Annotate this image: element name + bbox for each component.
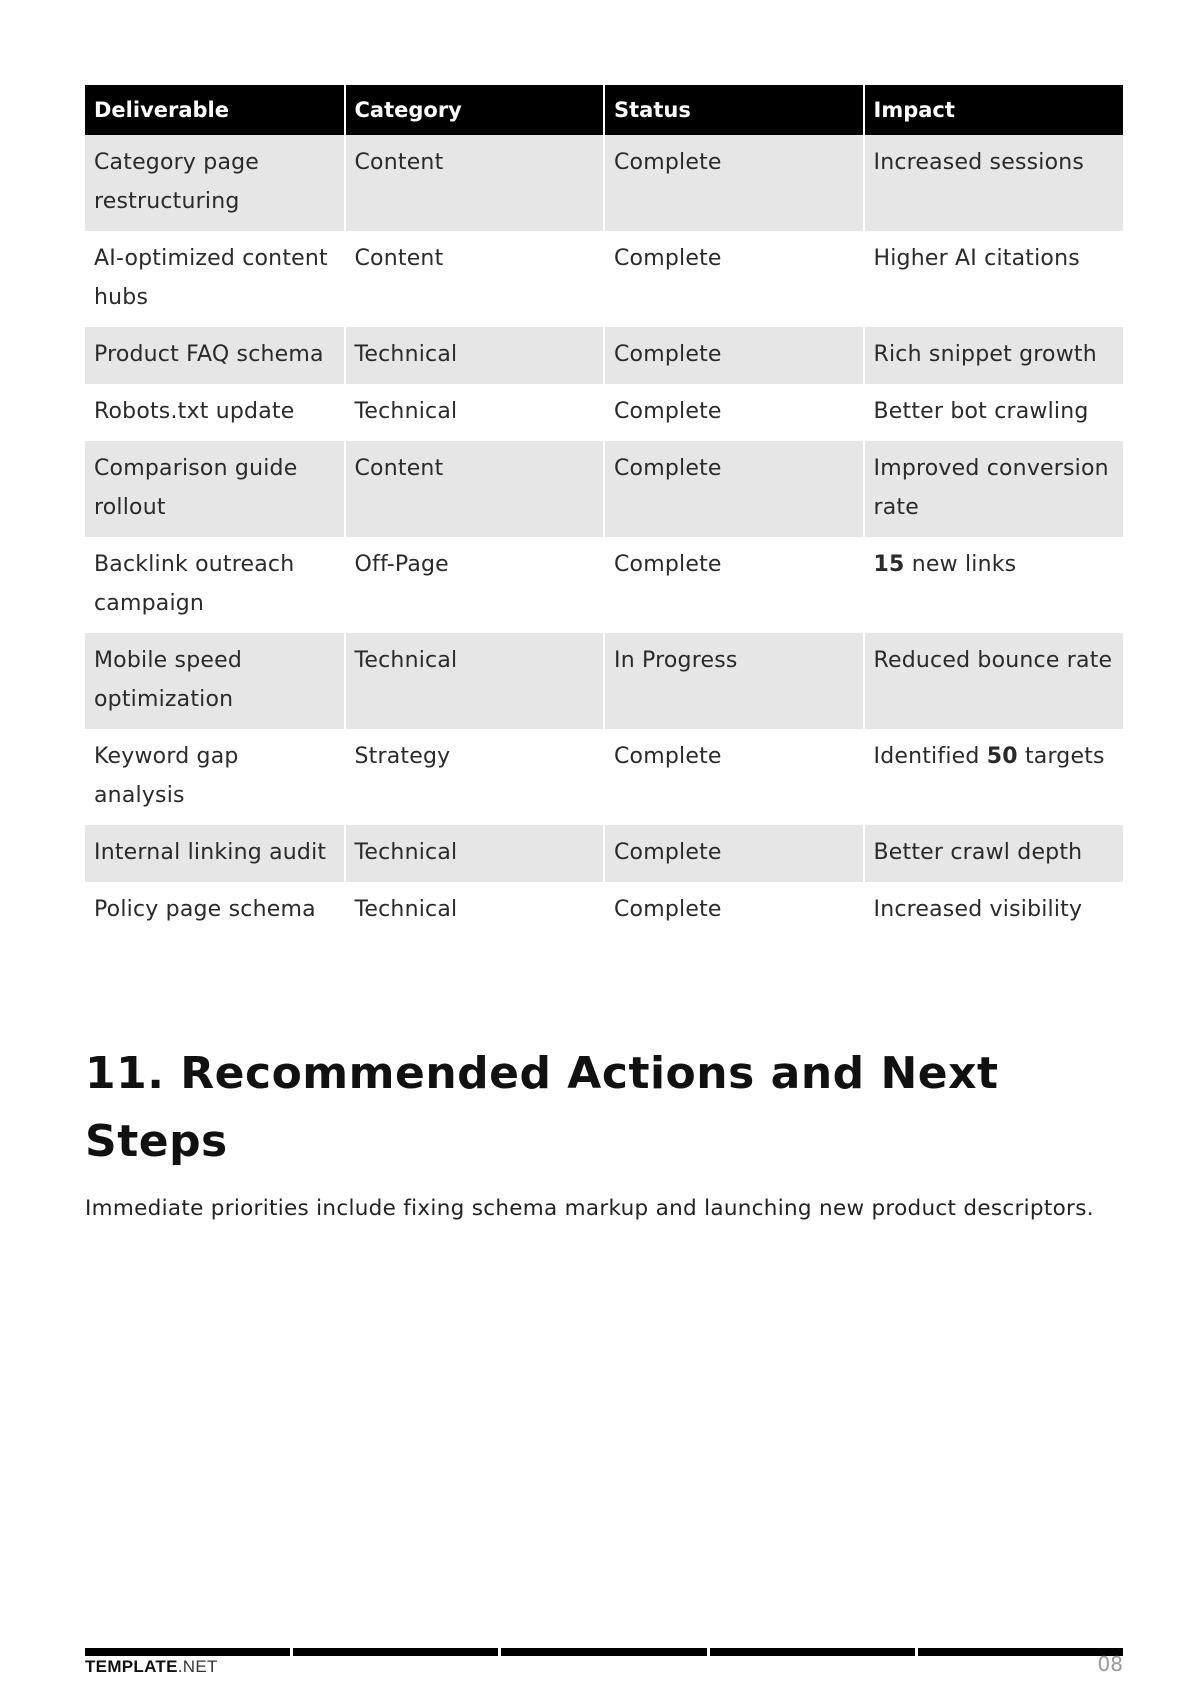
table-header [85, 85, 1123, 135]
cell-category: Technical [345, 327, 605, 384]
footer-divider-segment [85, 1648, 290, 1656]
page-number: 08 [1097, 1652, 1123, 1676]
cell-category: Off-Page [345, 537, 605, 633]
cell-category: Content [345, 231, 605, 327]
table-row [85, 633, 1123, 729]
footer-divider-segment [710, 1648, 915, 1656]
cell-impact: Higher AI citations [864, 231, 1124, 327]
footer-divider [85, 1648, 1123, 1656]
cell-impact: Better bot crawling [864, 384, 1124, 441]
brand-logo [85, 1657, 218, 1677]
cell-status: Complete [604, 825, 864, 882]
cell-deliverable: Comparison guide rollout [85, 441, 345, 537]
column-header-impact: Impact [864, 85, 1124, 135]
cell-category: Strategy [345, 729, 605, 825]
table-row [85, 882, 1123, 939]
brand-logo-light: .NET [177, 1657, 218, 1676]
cell-status: Complete [604, 327, 864, 384]
cell-status: Complete [604, 729, 864, 825]
cell-status: Complete [604, 882, 864, 939]
table-header-row [85, 85, 1123, 135]
brand-logo-bold: TEMPLATE [85, 1657, 178, 1676]
table-row [85, 384, 1123, 441]
cell-category: Technical [345, 825, 605, 882]
impact-number: 15 [873, 552, 905, 577]
footer-divider-segment [293, 1648, 498, 1656]
cell-impact: Better crawl depth [864, 825, 1124, 882]
cell-impact: Identified 50 targets [864, 729, 1124, 825]
cell-category: Technical [345, 633, 605, 729]
deliverables-table-container [85, 85, 1123, 939]
section-heading: 11. Recommended Actions and Next Steps [85, 1048, 999, 1167]
table-row [85, 231, 1123, 327]
cell-deliverable: Category page restructuring [85, 135, 345, 231]
cell-status: Complete [604, 135, 864, 231]
cell-deliverable: Robots.txt update [85, 384, 345, 441]
cell-impact: 15 new links [864, 537, 1124, 633]
table-body [85, 135, 1123, 939]
column-header-status: Status [604, 85, 864, 135]
cell-category: Content [345, 135, 605, 231]
cell-deliverable: Product FAQ schema [85, 327, 345, 384]
cell-status: Complete [604, 537, 864, 633]
cell-impact: Rich snippet growth [864, 327, 1124, 384]
cell-category: Technical [345, 882, 605, 939]
table-row [85, 441, 1123, 537]
deliverables-table [85, 85, 1123, 939]
cell-impact: Improved conversion rate [864, 441, 1124, 537]
cell-deliverable: Internal linking audit [85, 825, 345, 882]
column-header-category: Category [345, 85, 605, 135]
cell-deliverable: Mobile speed optimization [85, 633, 345, 729]
footer-divider-segment [918, 1648, 1123, 1656]
cell-deliverable: Keyword gap analysis [85, 729, 345, 825]
table-row [85, 729, 1123, 825]
cell-status: Complete [604, 231, 864, 327]
cell-impact: Increased sessions [864, 135, 1124, 231]
cell-impact: Reduced bounce rate [864, 633, 1124, 729]
table-row [85, 825, 1123, 882]
cell-status: In Progress [604, 633, 864, 729]
table-row [85, 537, 1123, 633]
cell-deliverable: AI-optimized content hubs [85, 231, 345, 327]
cell-status: Complete [604, 384, 864, 441]
cell-status: Complete [604, 441, 864, 537]
cell-impact: Increased visibility [864, 882, 1124, 939]
table-row [85, 327, 1123, 384]
cell-deliverable: Backlink outreach campaign [85, 537, 345, 633]
cell-category: Content [345, 441, 605, 537]
table-row [85, 135, 1123, 231]
footer-divider-segment [501, 1648, 706, 1656]
impact-number: 50 [986, 744, 1018, 769]
column-header-deliverable: Deliverable [85, 85, 345, 135]
cell-category: Technical [345, 384, 605, 441]
cell-deliverable: Policy page schema [85, 882, 345, 939]
section-paragraph: Immediate priorities include fixing schema markup and launching new product descriptors. [85, 1196, 1094, 1221]
